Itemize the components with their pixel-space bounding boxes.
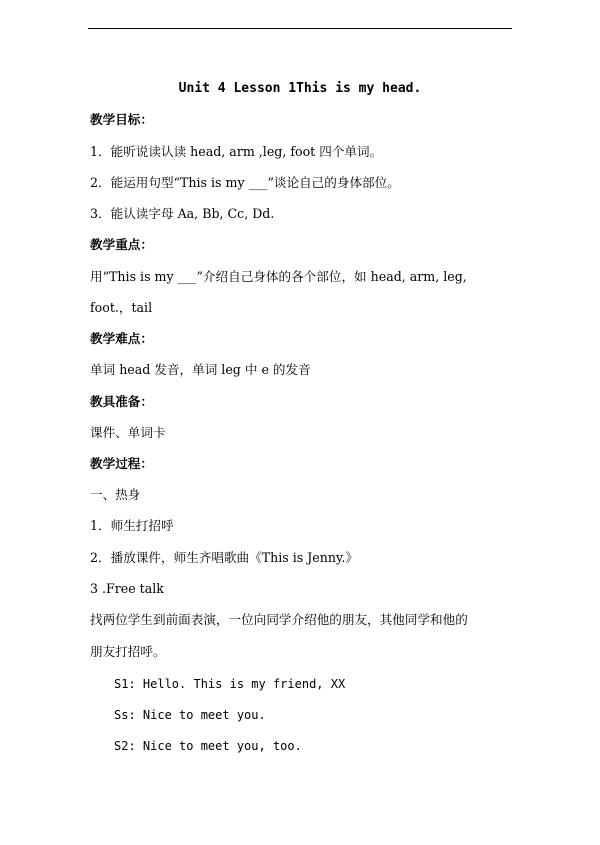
- objective-item: 3．能认读字母 Aa, Bb, Cc, Dd.: [90, 206, 275, 221]
- objective-item: 2．能运用句型“This is my ___”谈论自己的身体部位。: [90, 175, 400, 190]
- process-step: 朋友打招呼。: [90, 644, 166, 659]
- key-points-text: 用“This is my ___”介绍自己身体的各个部位，如 head, arm, leg,: [90, 269, 467, 284]
- materials-heading: 教具准备：: [90, 394, 153, 409]
- dialogue-line: Ss: Nice to meet you.: [114, 708, 266, 722]
- materials-text: 课件、单词卡: [90, 425, 166, 440]
- dialogue-line: S2: Nice to meet you, too.: [114, 739, 302, 753]
- lesson-title: Unit 4 Lesson 1This is my head.: [178, 81, 422, 96]
- key-points-text: foot.，tail: [90, 300, 153, 315]
- objectives-heading: 教学目标：: [90, 112, 153, 127]
- process-step: 1．师生打招呼: [90, 518, 174, 533]
- key-points-heading: 教学重点：: [90, 237, 153, 252]
- process-step: 找两位学生到前面表演，一位向同学介绍他的朋友，其他同学和他的: [90, 612, 468, 627]
- process-step: 一、热身: [90, 487, 141, 502]
- header-rule: [88, 28, 512, 29]
- difficulties-heading: 教学难点：: [90, 331, 153, 346]
- difficulties-text: 单词 head 发音，单词 leg 中 e 的发音: [90, 362, 311, 377]
- process-step: 2．播放课件，师生齐唱歌曲《This is Jenny.》: [90, 550, 358, 565]
- objective-item: 1．能听说读认读 head, arm ,leg, foot 四个单词。: [90, 144, 383, 159]
- process-heading: 教学过程：: [90, 456, 153, 471]
- process-step: 3 .Free talk: [90, 581, 164, 596]
- dialogue-line: S1: Hello. This is my friend, XX: [114, 677, 346, 691]
